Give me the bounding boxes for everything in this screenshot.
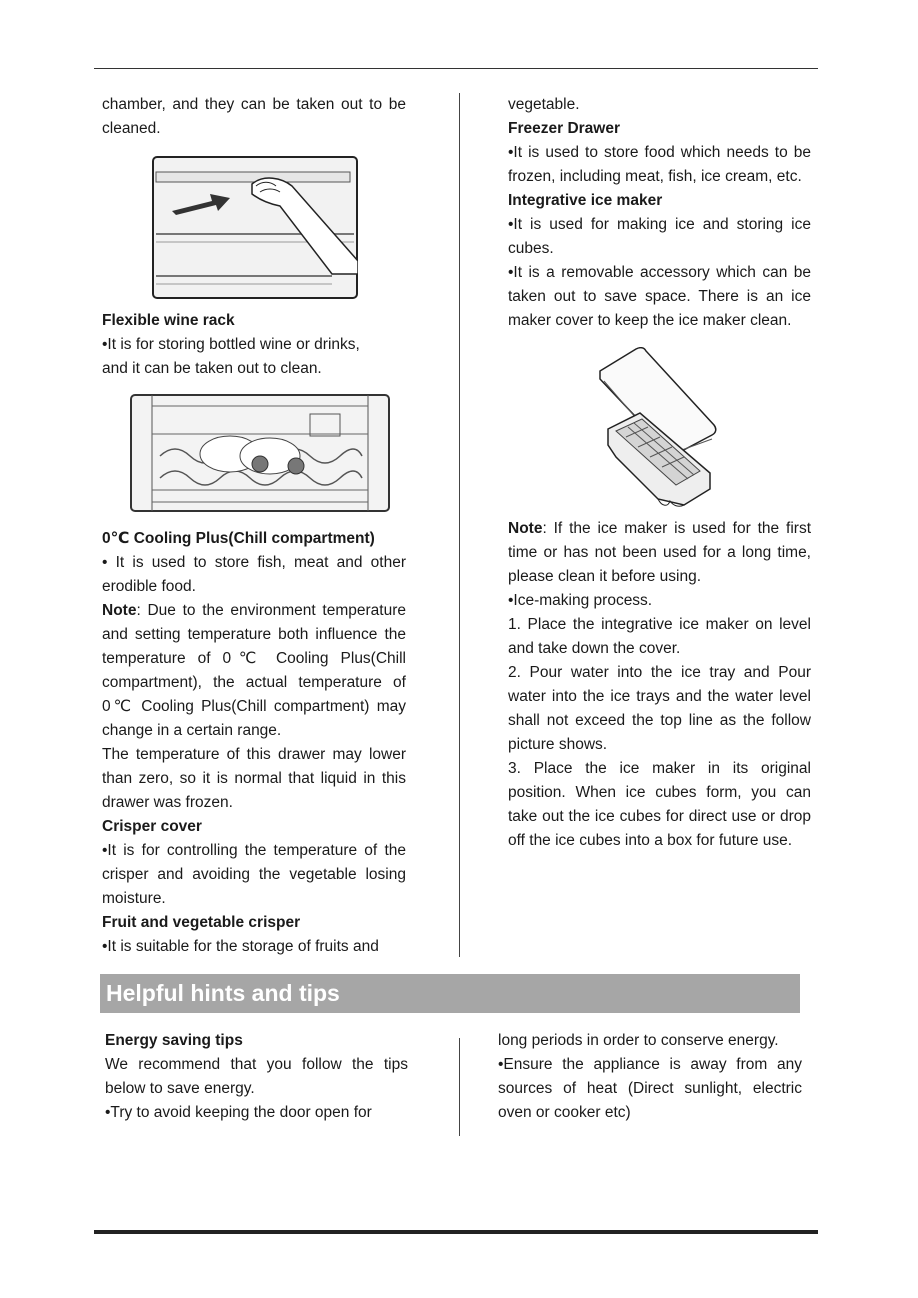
tips-bullet: •Try to avoid keeping the door open for bbox=[105, 1104, 372, 1121]
chill-heading: 0℃ Cooling Plus(Chill compartment) bbox=[102, 530, 375, 547]
ice-note bbox=[508, 517, 811, 589]
wine-rack-illustration bbox=[130, 394, 406, 512]
crisper-cover-heading: Crisper cover bbox=[102, 818, 202, 835]
note-label: Note bbox=[102, 602, 137, 619]
tips-intro: We recommend that you follow the tips below to save energy. bbox=[105, 1056, 408, 1097]
note-label: Note bbox=[508, 520, 543, 537]
tips-right-column bbox=[498, 1029, 802, 1125]
tips-bullet-continued: long periods in order to conserve energy. bbox=[498, 1032, 779, 1049]
process-title: •Ice-making process. bbox=[508, 592, 653, 609]
wine-rack-line: and it can be taken out to clean. bbox=[102, 360, 322, 377]
ice-maker-heading: Integrative ice maker bbox=[508, 192, 663, 209]
tips-bullet: •Ensure the appliance is away from any sources of heat (Direct sunlight, electric oven or cooker etc) bbox=[498, 1056, 802, 1121]
footer-rule bbox=[94, 1230, 818, 1234]
ice-maker-illustration bbox=[598, 347, 811, 509]
right-intro: vegetable. bbox=[508, 96, 580, 113]
process-step: 3. Place the ice maker in its original position. When ice cubes form, you can take out the ice cubes for direct use or drop off the ice cubes into a box for future use. bbox=[508, 760, 811, 849]
column-divider-upper bbox=[459, 93, 460, 957]
shelf-illustration bbox=[152, 156, 406, 299]
ice-maker-bullet: •It is a removable accessory which can be taken out to save space. There is an ice maker cover to keep the ice maker clean. bbox=[508, 264, 811, 329]
tips-heading: Energy saving tips bbox=[105, 1032, 243, 1049]
ice-maker-bullet: •It is used for making ice and storing ice cubes. bbox=[508, 216, 811, 257]
intro-text: chamber, and they can be taken out to be cleaned. bbox=[102, 96, 406, 137]
tips-left-column bbox=[105, 1029, 408, 1125]
chill-paragraph: The temperature of this drawer may lower than zero, so it is normal that liquid in this drawer was frozen. bbox=[102, 746, 406, 811]
freezer-heading: Freezer Drawer bbox=[508, 120, 621, 137]
note-text: : Due to the environment temperature and setting temperature both influence the temperature of 0℃ Cooling Plus(Chill compartment), the actual temperature of 0℃ Cooling Plus(Chill compartment) may change in a certain range. bbox=[102, 602, 406, 739]
note-text: : If the ice maker is used for the first time or has not been used for a long time, please clean it before using. bbox=[508, 520, 811, 585]
column-divider-lower bbox=[459, 1038, 460, 1136]
wine-rack-heading: Flexible wine rack bbox=[102, 312, 235, 329]
process-step: 2. Pour water into the ice tray and Pour water into the ice trays and the water level shall not exceed the top line as the follow picture shows. bbox=[508, 664, 811, 753]
left-column bbox=[102, 93, 406, 959]
section-banner: Helpful hints and tips bbox=[100, 974, 800, 1013]
fruit-crisper-heading: Fruit and vegetable crisper bbox=[102, 914, 301, 931]
wine-rack-line: •It is for storing bottled wine or drinks, bbox=[102, 336, 360, 353]
freezer-bullet: •It is used to store food which needs to be frozen, including meat, fish, ice cream, etc. bbox=[508, 144, 811, 185]
process-step: 1. Place the integrative ice maker on level and take down the cover. bbox=[508, 616, 811, 657]
header-rule bbox=[94, 68, 818, 69]
chill-bullet: • It is used to store fish, meat and other erodible food. bbox=[102, 554, 406, 595]
chill-note bbox=[102, 599, 406, 743]
crisper-cover-bullet: •It is for controlling the temperature of the crisper and avoiding the vegetable losing moisture. bbox=[102, 842, 406, 907]
fruit-crisper-bullet: •It is suitable for the storage of fruits and bbox=[102, 938, 379, 955]
right-column bbox=[508, 93, 811, 853]
